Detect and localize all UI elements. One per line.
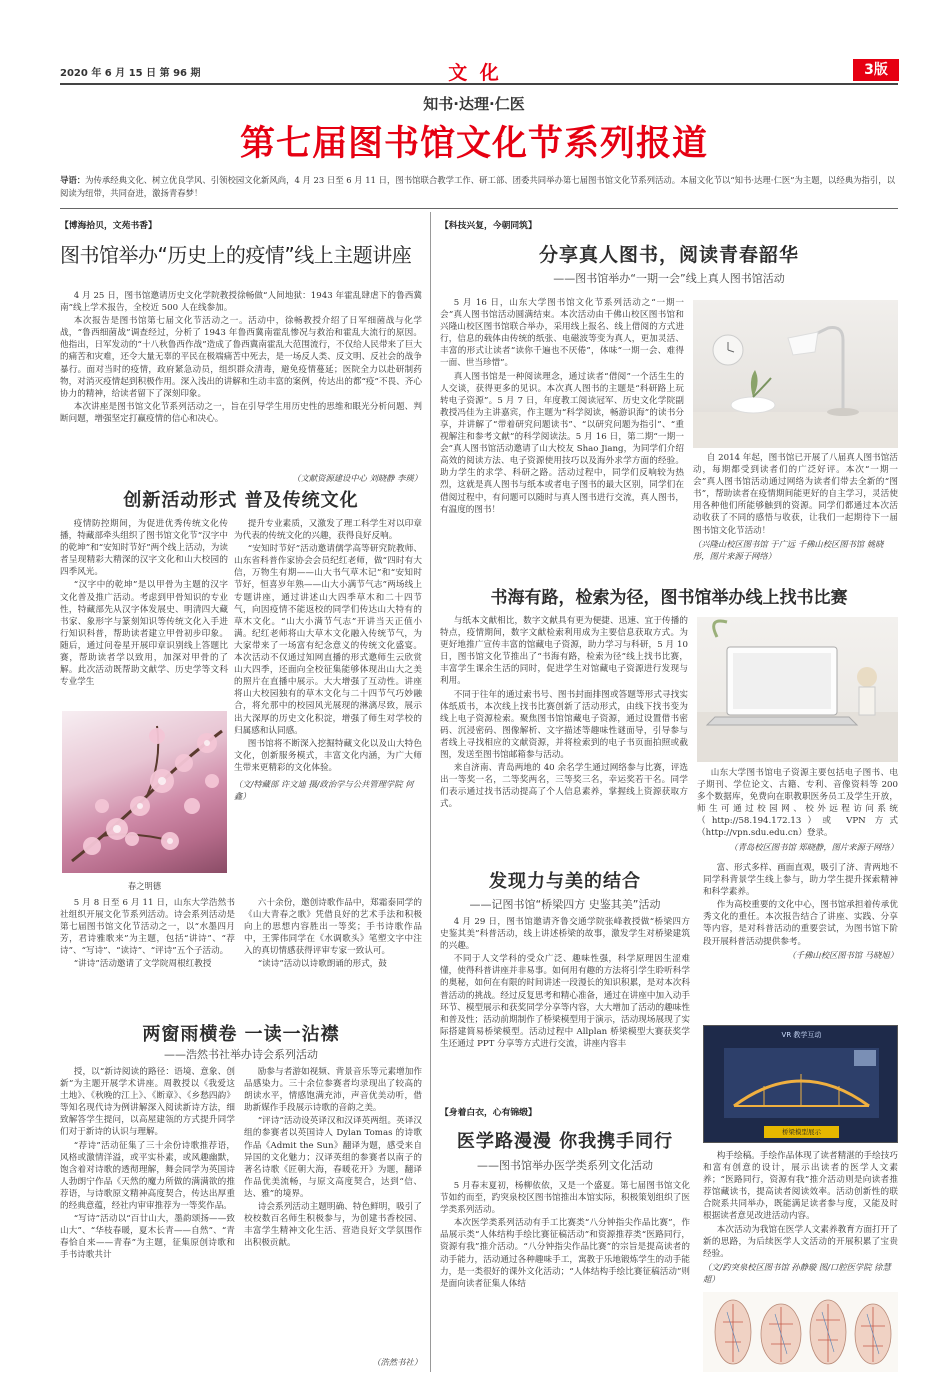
- anatomy-drawings-photo: [703, 1292, 898, 1372]
- a3-col2-para-2: “读诗”活动以诗歌朗诵的形式，鼓: [257, 959, 387, 970]
- b2-title: 书海有路，检索为径，图书馆举办线上找书比赛: [490, 588, 848, 608]
- b4-body: [440, 1180, 690, 1374]
- a3-subtitle: ——浩然书社举办诗会系列活动: [164, 1048, 318, 1061]
- a1-section-tag: 【博海拾贝，文苑书香】: [60, 221, 157, 231]
- b1-body-right: [693, 452, 898, 570]
- a3-col2-para-1: 六十余份，邀创诗歌作品中，郑霜泰同学的《山大青春之歌》凭借良好的艺术手法和积极向上的思想内容胜出一等奖；手书诗歌作品中，王霁伟同学在《水调歌头》笔塑文字中注入的真切情感获得评审专家一致认可。: [244, 898, 422, 957]
- b4-right-para-2: 本次活动为我馆在医学人文素养教育方面打开了新的思路，为后续医学人文活动的开展积累了宝贵经验。: [703, 1224, 898, 1259]
- b2-para-2: 不同于往年的通过索书号、图书封面排图或答题等形式寻找实体纸质书，本次线上找书比赛创新了活动形式，由线下找书变为线上电子资源检索。聚焦图书馆馆藏电子资源，通过设置借书密码、沉浸密码、图像解析、文字描述等趣味性谜面导，引导参与者线上寻找相应的文献资源，并将检索到的电子书页面拍照或截图，发送至图书馆邮箱参与活动。: [440, 689, 688, 761]
- lamp-graphic: [693, 300, 898, 448]
- a3-title: 两窗雨横卷 一读一沾襟: [142, 1024, 340, 1045]
- a1-credit: （文献资源建设中心 刘晓静 李瑛）: [292, 473, 422, 483]
- b2-para-1: 与纸本文献相比，数字文献具有更为便捷、迅速、宜于传播的特点，疫情期间，数字文献检索利用成为主要信息获取方式。为更好地推广宣传丰富的馆藏电子资源，助力学习与科研，5 月 10 日，图书馆文化节推出了“书海有路，检索为径”线上找书比赛，丰富学生课余生活的同时，促进学生对馆藏电子资源进行发现与利用。: [440, 616, 688, 687]
- a2-credit: （文/特藏部 许文迪 摄/政治学与公共管理学院 何鑫）: [234, 778, 414, 801]
- a3-col1-para-1: 5 月 8 日至 6 月 11 日，山东大学浩然书社组织开展文化节系列活动。诗会系列活动是第七届图书馆文化节活动之一，以“水墨四月芳，君诗雅歌来”为主题，包括“讲诗”、“荐诗”、“写诗”、“读诗”、“评诗”五个子活动。: [60, 898, 235, 957]
- a1-para-2: 本次报告是图书馆第七届文化节活动之一。活动中，徐畅教授介绍了日军细菌战与化学战，“鲁西细菌战”调查经过，分析了 1943 年鲁西冀南霍乱惨况与救治和霍乱大流行的原因。他指出，日军发动的“十八秋鲁西作战”造成了鲁西冀南霍乱大范围流行，不仅给人民带来了巨大的痛苦和灾难，还令大量无辜的平民在极端痛苦中死去，是一场反人类、反文明、反社会的战争暴行。面对当时的疫情，政府紧急动员，组织群众清毒，避免疫情蔓延；医院全力以赴研制药物，对消灭疫情起到积极作用。深入浅出的讲解和生动丰富的案例，传达出的都“疫”不畏、齐心协力的精神，给读者留下了深刻印象。: [60, 316, 422, 399]
- a3-col2b-para-1: 励参与者游如视频、背景音乐等元素增加作品感染力。三十余位参赛者均录现出了较高的朗读水平，情感饱满充沛，声音优美动听，借助新媒作手段展示诗歌的音韵之美。: [244, 1067, 422, 1114]
- b2-para-3: 来自济南、青岛两地的 40 余名学生通过网络参与比赛，评选出一等奖一名，二等奖两名，三等奖三名，幸运奖若干名。同学们表示通过找书活动提高了个人信息素养，掌握线上资源获取方式。: [440, 763, 688, 810]
- a3-col1b-para-2: “荐诗”活动征集了三十余份诗歌推荐语，风格或激情洋溢，或平实朴素，或风趣幽默，饱含着对诗歌的透彻理解，舞会同学为英国诗人勃朗宁作品《天然的魔力所做的满满欲的推荐语，与诗歌原文精神高度契合，传达出厚重的经典意蕴，经社内审审推荐为一等奖作品。: [60, 1140, 235, 1212]
- intro-label: 导语：: [60, 175, 86, 185]
- b4-credit: （文/趵突泉校区图书馆 孙静璇 图/口腔医学院 徐慧超）: [703, 1261, 891, 1284]
- a2-right-col: [234, 518, 422, 930]
- b4-para-2: 本次医学类系列活动有手工比赛类“八分钟指尖作品比赛”，作品展示类“人体结构手绘比赛征稿活动”和资源推荐类“医路同行，资源有我”推介活动。“八分钟指尖作品比赛”的宗旨是提高读者的动手能力，活动通过各种趣味手工，寓教于乐地锻炼学生的动手能力，是一类很好的课外文化活动；“人体结构手绘比赛征稿活动”则是面向读者征集人体结: [440, 1218, 690, 1289]
- theme-line: 知书·达理·仁医: [423, 95, 525, 113]
- b4-title: 医学路漫漫 你我携手同行: [456, 1131, 674, 1152]
- b4-body-right: [703, 1150, 898, 1290]
- page-number-badge: 3版: [853, 59, 899, 81]
- a2-right-para-3: 图书馆将不断深入挖掘特藏文化以及山大特色文化，创新服务模式，丰富文化内涵，为广大师生带来更精彩的文化体验。: [234, 738, 422, 773]
- b1-para-2: 真人图书馆是一种阅读理念，通过读者“借阅”一个活生生的人交谈，获得更多的见识。本次真人图书的主题是“科研路上玩转电子资源”。5 月 7 日，年度教工阅读冠军、历史文化学院副教授冯佳为主讲嘉宾，作主题为“科学阅读，畅游识海”的读书分享，并讲解了“带着研究问题读书”、“以研究问题为指引”、“重视解注和参考文献”的科学阅读法。5 月 16 日，第二期“一期一会”真人图书馆活动邀请了山大校友 Shao Jiang，为同学们介绍高效的阅读方法、电子资源使用技巧以及海外求学方面的经验。助力学生的求学、科研之路。活动过程中，同学们反响较为热烈，这就是真人图书与纸本或者电子图书的最大区别，同学们在借阅过程中，有问题可以随时与真人图书进行交流，真人图书，有温度的图书！: [440, 371, 684, 515]
- b3-para-2: 不同于人文学科的受众广泛、趣味性强，科学原理因生涩难懂，使得科普讲座并非易事。如何用有趣的方法将引学生聆听科学的奥秘，如何在有限的时间讲述一段漫长的知识积累，是对本次科普活动的挑战。经过反复思考和精心准备，通过在讲座中加入动手环节、模型展示和获奖同学分享等内容，大大增加了活动的趣味性和普及性；活动前期制作了桥梁模型用于演示，活动现场展现了实际搭建简易桥梁模型。活动过程中 Allplan 桥梁模型大赛获奖学生还通过 PPT 分享等方式进行交流，讲座内容丰: [440, 954, 690, 1049]
- b2-body: [440, 615, 688, 845]
- b1-body-left: [440, 297, 684, 575]
- a3-col1b-para-1: 授，以“新诗阅读的路径：语境、意象、创新”为主题开展学术讲座。周教授以《我爱这土地》、《秋晚的江上》、《断章》、《乡愁四韵》等知名现代诗为例讲解深入阅读新诗方法，细致解答学生提问，以高屋建瓴的方式提升同学们对于新诗的认识与理解。: [60, 1067, 235, 1138]
- intro-text: 为传承经典文化、树立优良学风、引领校园文化新风尚，4 月 23 日至 6 月 11 日，图书馆联合教学工作、研工部、团委共同举办第七届图书馆文化节系列活动。本届文化节以“知书·达理·仁医”为主题，以经典为指引，以阅读为纽带，共同奋进，激扬青春梦！: [60, 175, 895, 198]
- b3-body-right: [703, 862, 898, 1020]
- laptop-graphic: [697, 617, 898, 762]
- a3-col1b-para-3: “写诗”活动以“百廿山大，墨韵颂扬——致山大”、“华枝春暖，夏木长青——自然”、“青春恰自来——青春”为主题，征集原创诗歌和手书诗歌共计: [60, 1214, 235, 1261]
- a1-body: [60, 290, 422, 472]
- a2-right-para-1: 提升专业素质，又激发了理工科学生对以印章为代表的传统文化的兴趣，获得良好反响。: [234, 519, 422, 542]
- masthead: [0, 0, 948, 85]
- screen-title: VR 教学互动: [781, 1031, 822, 1039]
- desk-lamp-photo: [693, 300, 898, 448]
- b3-para-1: 4 月 29 日，图书馆邀请齐鲁交通学院张峰教授做“桥梁四方 史鉴其美”科普活动，线上讲述桥梁的故事，激发学生对桥梁建筑的兴趣。: [440, 917, 690, 952]
- a3-col2b-para-2: “评诗”活动设英译汉和汉译英两组。英译汉组的参赛者以英国诗人 Dylan Tomas 的诗歌作品《Admit the Sun》翻译为题，感受来自异国的文化魅力；汉译英组的参赛者以南子的著名诗歌《匠朝大海，春暖花开》为题，翻译作品优美流畅，与原文高度契合，达到“信、达、雅”的境界。: [244, 1116, 422, 1199]
- b1-para-1: 5 月 16 日，山东大学图书馆文化节系列活动之“一期一会”真人图书馆活动圆满结束。本次活动由千佛山校区图书馆和兴隆山校区图书馆联合举办，采用线上报名、线上借阅的方式进行，信息的载体由传统的纸张、电磁波等变为真人，更加灵活、丰富的形式让读者“读你千遍也不厌倦”，体味“一期一会、难得一面、世当珍惜”。: [440, 298, 684, 369]
- issue-date: 2020 年 6 月 15 日 第 96 期: [60, 68, 201, 79]
- intro: [60, 174, 898, 206]
- a3-col1-para-2: “讲诗”活动邀请了文学院周根红教授: [73, 959, 212, 970]
- section-name: 文 化: [448, 62, 502, 84]
- b4-section-tag: 【身着白衣，心有锦缎】: [440, 1108, 537, 1118]
- masthead-rule: [60, 83, 898, 85]
- a2-title: 创新活动形式 普及传统文化: [123, 490, 359, 511]
- blossom-branch-graphic: [62, 711, 227, 873]
- anatomy-graphic: [703, 1292, 898, 1372]
- a1-para-1: 4 月 25 日，图书馆邀请历史文化学院教授徐畅做“人间地狱：1943 年霍乱肆虐下的鲁西冀南”线上学术报告，全校近 500 人在线参加。: [60, 291, 422, 314]
- cherry-blossom-photo: [62, 711, 227, 873]
- b2-credit: （青岛校区图书馆 郑晓静，图片来源于网络）: [729, 841, 898, 852]
- column-divider: [430, 212, 431, 1372]
- b3-credit: （千佛山校区图书馆 马晓旭）: [787, 949, 898, 960]
- b4-para-1: 5 月春末夏初，杨柳依依，又是一个盛夏。第七届图书馆文化节如约而至，趵突泉校区图书馆推出本馆实际，积极策划组织了医学类系列活动。: [440, 1181, 690, 1216]
- a2-left-para-2: “汉字中的乾坤”是以甲骨为主题的汉字文化普及推广活动。考虑到甲骨知识的专业性，特藏部先从汉字体发展史、明清四大藏书家、象形字与篆刻知识等传统文化入手进行知识科普，帮助读者建立甲骨初步印象。随后，通过问卷星开展印章识别线上答题比赛，帮助读者学以致用，加深对甲骨的了解。此次活动既帮助文献学、历史学等文科专业学生: [60, 580, 228, 688]
- b3-subtitle: ——记图书馆“桥梁四方 史鉴其美”活动: [469, 898, 661, 911]
- b3-body: [440, 916, 690, 1096]
- a2-right-para-2: “安知时节好”活动邀请儒学高等研究院教师、山东省科普作家协会会员纪红老师，做“四时有大信，万物生有期——山大书气草木记”和“安知时节好，恒喜岁年熟——山大小满节气志”两场线上专题讲座，通过讲述山大四季草木和二十四节气，向因疫情不能返校的同学们传达山大特有的草木文化。“山大小满节气志”开讲当天正值小满。纪红老师将山大草木文化融入传统节气，为大家带来了一场富有纪念意义的传统文化盛宴。本次活动不仅通过知网直播的形式邀师生云欣赏山大四季，还面向全校征集能够体现出山大之美的照片在直播中展示。大大增强了互动性。讲座将山大校园独有的草木文化与二十四节气巧妙融合，将允那中的校园风光展现的淋漓尽致，展示出大深厚的历史文化积淀，增强了师生对学校的归属感和认同感。: [234, 544, 422, 736]
- b3-right-para-1: 富、形式多样、画面直观，吸引了济、青两地不同学科背景学生线上参与，助力学生提升探索精神和科学素养。: [703, 863, 898, 898]
- a3-credit: （浩然书社）: [372, 1357, 422, 1367]
- a3-col2b-para-3: 诗会系列活动主题明确、特色鲜明，吸引了校校数百名师生积极参与，为创建书香校园、丰富学生精神文化生活、营造良好文学氛围作出积极贡献。: [244, 1202, 422, 1249]
- a2-left-para-1: 疫情防控期间，为促进优秀传统文化传播，特藏部牵头组织了图书馆文化节“汉字中的乾坤”和“安知时节好”两个线上活动，为读者呈现精彩大精深的汉字文化和山大校园的四季风光。: [60, 519, 228, 578]
- a2-photo-caption: 春之明德: [127, 881, 162, 891]
- b2-side: [697, 767, 898, 857]
- a3-col1b: [60, 1066, 235, 1370]
- a3-col1: [60, 897, 235, 997]
- b1-section-tag: 【科技兴复，今朝同筑】: [440, 221, 537, 231]
- laptop-photo: [697, 617, 898, 762]
- b1-subtitle: ——图书馆举办“一期一会”线上真人图书馆活动: [553, 272, 785, 285]
- lecture-screenshot-photo: [703, 1025, 898, 1143]
- a3-col2: [244, 897, 422, 997]
- b1-para-3: 自 2014 年起，图书馆已开展了八届真人图书馆活动，每期都受到读者们的广泛好评。本次“一期一会”真人图书馆活动通过网络为读者们带去全新的“图书”，帮助读者在疫情期间能更好的自主学习，灵活使用各种他们所能够触到的资源。同学们都通过本次活动收获了不同的感悟与收获，让我们一起期待下一届图书馆文化节活动！: [693, 453, 898, 536]
- a1-para-3: 本次讲座是图书馆文化节系列活动之一，旨在引导学生用历史性的思维和眼光分析问题、判断问题，增强坚定打赢疫情的信心和决心。: [60, 401, 422, 424]
- b4-right-para-1: 构手绘稿。手绘作品体现了读者精湛的手绘技巧和富有创意的设计，展示出读者的医学人文素养；“医路同行，资源有我”推介活动则是向读者推荐馆藏读书，提高读者阅读效率。活动创新性的联合院系共同举办，既能满足读者参与度，又能及时根据读者意见改进活动内容。: [703, 1151, 898, 1222]
- b4-subtitle: ——图书馆举办医学类系列文化活动: [477, 1159, 653, 1172]
- a3-col2b: [244, 1066, 422, 1356]
- b3-right-para-2: 作为高校重要的文化中心，图书馆承担着传承优秀文化的重任。本次报告结合了讲座、实践、分享等内容，是对科普活动的重要尝试，为图书馆下阶段开展科普活动提供参考。: [703, 900, 898, 947]
- intro-rule: [60, 208, 898, 209]
- a2-left-col: [60, 518, 228, 708]
- b3-title: 发现力与美的结合: [489, 871, 641, 892]
- screen-bar: 桥梁模型展示: [764, 1126, 839, 1138]
- b2-side-para: 山东大学图书馆电子资源主要包括电子图书、电子期刊、学位论文、古籍、专利、音像资料等 200 多个数据库，免费向在职教职医务员工及学生开放，师生可通过校园网、校外远程访问系统（http://58.194.172.13）或 VPN 方式（http://vpn.sdu.edu.cn）登录。: [697, 768, 898, 839]
- a1-title: 图书馆举办“历史上的疫情”线上主题讲座: [60, 243, 412, 267]
- main-title: 第七届图书馆文化节系列报道: [239, 124, 708, 164]
- b1-credit: （兴隆山校区图书馆 于广远 千佛山校区图书馆 姚晓彤，图片来源于网络）: [693, 538, 884, 561]
- b1-title: 分享真人图书，阅读青春韶华: [538, 244, 799, 266]
